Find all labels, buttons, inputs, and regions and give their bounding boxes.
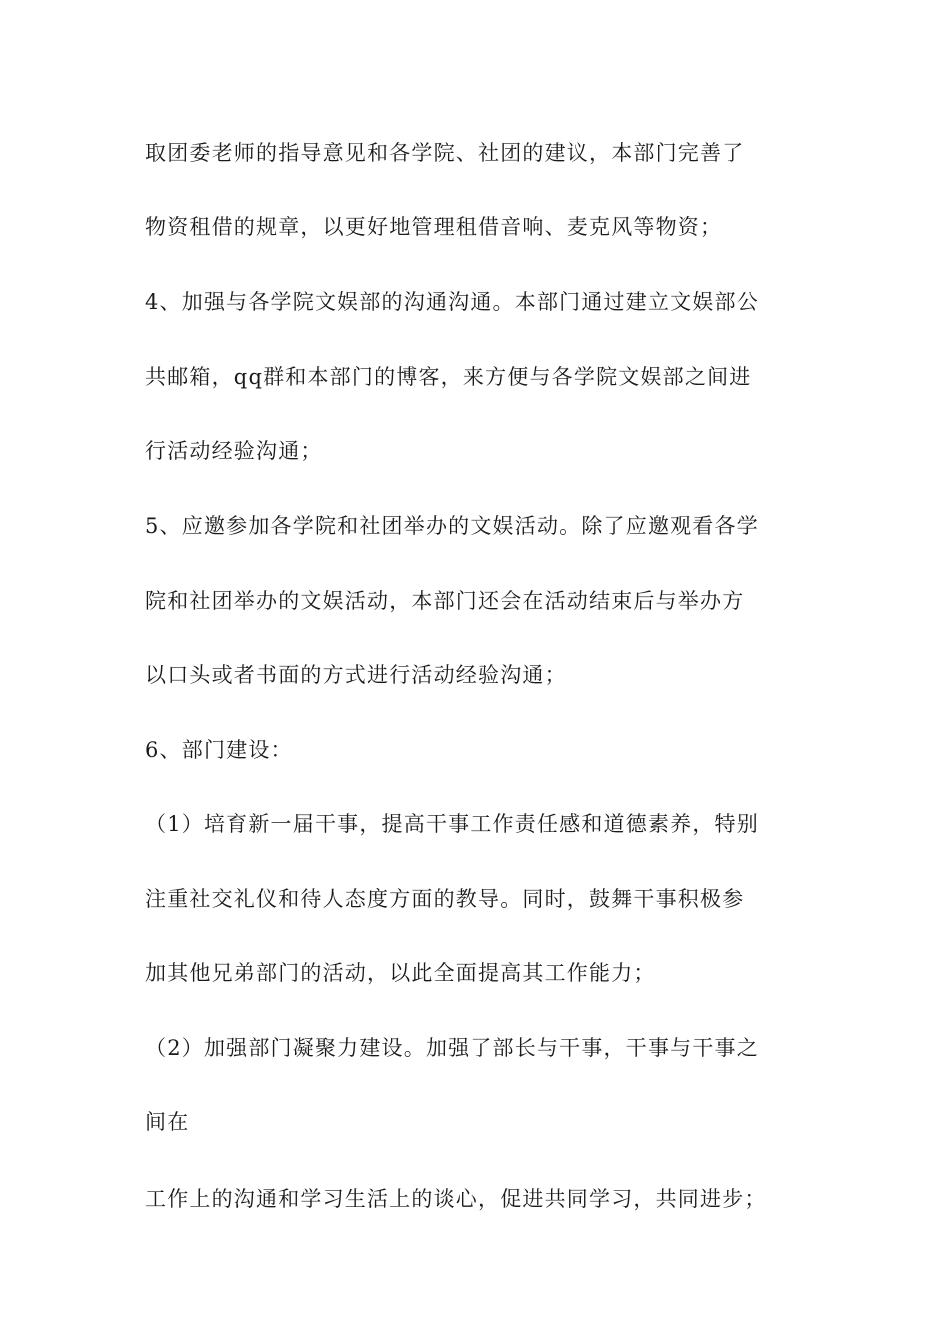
text-line: 物资租借的规章，以更好地管理租借音响、麦克风等物资； <box>145 215 723 239</box>
text-line: 行活动经验沟通； <box>145 439 323 463</box>
text-line: 6、部门建设： <box>145 738 293 762</box>
text-line: 间在 <box>145 1110 190 1134</box>
text-line: 5、应邀参加各学院和社团举办的文娱活动。除了应邀观看各学 <box>145 514 759 538</box>
text-line: （2）加强部门凝聚力建设。加强了部长与干事，干事与干事之 <box>145 1036 759 1060</box>
text-line: 共邮箱，qq群和本部门的博客，来方便与各学院文娱部之间进 <box>145 365 752 389</box>
text-line: 工作上的沟通和学习生活上的谈心，促进共同学习，共同进步； <box>145 1187 767 1211</box>
text-line: 院和社团举办的文娱活动，本部门还会在活动结束后与举办方 <box>145 589 745 613</box>
text-line: 4、加强与各学院文娱部的沟通沟通。本部门通过建立文娱部公 <box>145 290 759 314</box>
text-line: （1）培育新一届干事，提高干事工作责任感和道德素养，特别 <box>145 812 759 836</box>
text-line: 取团委老师的指导意见和各学院、社团的建议，本部门完善了 <box>145 141 745 165</box>
text-line: 加其他兄弟部门的活动，以此全面提高其工作能力； <box>145 961 656 985</box>
text-line: 注重社交礼仪和待人态度方面的教导。同时，鼓舞干事积极参 <box>145 887 745 911</box>
text-line: 以口头或者书面的方式进行活动经验沟通； <box>145 663 567 687</box>
